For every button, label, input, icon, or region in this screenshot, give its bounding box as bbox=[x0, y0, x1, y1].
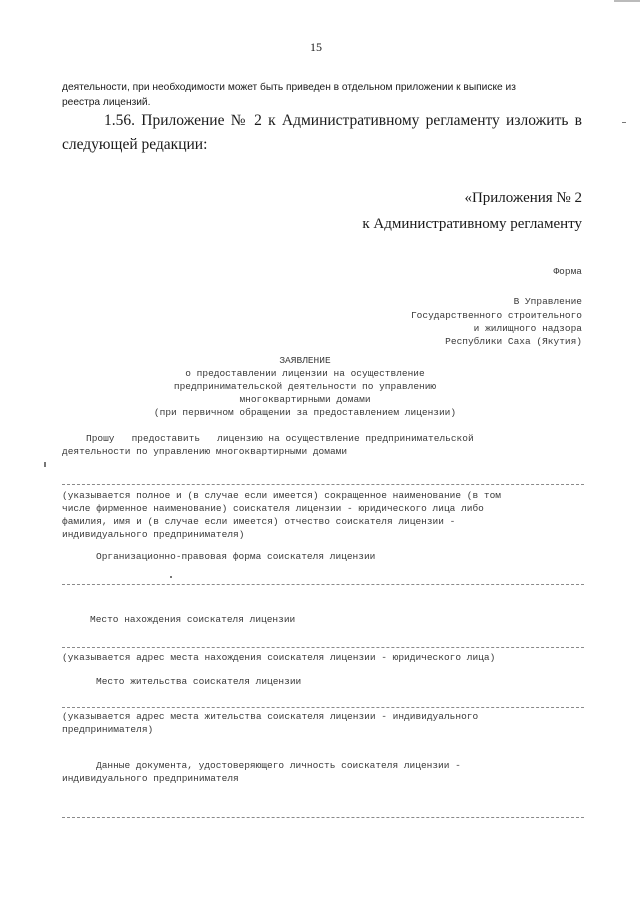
location-label: Место нахождения соискателя лицензии bbox=[90, 614, 296, 625]
scan-edge-mark bbox=[614, 0, 640, 2]
scan-edge-mark bbox=[44, 462, 46, 467]
id-document-line-2: индивидуального предпринимателя bbox=[62, 773, 239, 784]
applicant-name-note-1: (указывается полное и (в случае если имеется) сокращенное наименование (в том bbox=[62, 490, 501, 501]
residence-note-2: предпринимателя) bbox=[62, 724, 154, 735]
legal-form-label: Организационно-правовая форма соискателя лицензии bbox=[96, 551, 376, 562]
appendix-heading-line-1: «Приложения № 2 bbox=[464, 190, 582, 206]
residence-note-1: (указывается адрес места жительства соискателя лицензии - индивидуального bbox=[62, 711, 479, 722]
location-note: (указывается адрес места нахождения соискателя лицензии - юридического лица) bbox=[62, 652, 496, 663]
request-line-1: Прошу предоставить лицензию на осуществление предпринимательской bbox=[86, 433, 474, 444]
page-number: 15 bbox=[310, 40, 322, 54]
applicant-name-blank-line bbox=[62, 484, 584, 485]
statement-subtitle-4: (при первичном обращении за предоставлением лицензии) bbox=[153, 407, 457, 418]
addressee-line-1: В Управление bbox=[513, 296, 582, 307]
addressee-line-4: Республики Саха (Якутия) bbox=[445, 336, 582, 347]
request-line-2: деятельности по управлению многоквартирными домами bbox=[62, 446, 348, 457]
applicant-name-note-2: числе фирменное наименование) соискателя лицензии - юридического лица либо bbox=[62, 503, 484, 514]
intro-line-2: реестра лицензий. bbox=[62, 97, 151, 108]
applicant-name-note-4: индивидуального предпринимателя) bbox=[62, 529, 245, 540]
amendment-line-2: следующей редакции: bbox=[62, 136, 208, 153]
statement-title: ЗАЯВЛЕНИЕ bbox=[279, 355, 331, 366]
statement-subtitle-3: многоквартирными домами bbox=[239, 394, 371, 405]
id-document-blank-line bbox=[62, 817, 584, 818]
statement-subtitle-1: о предоставлении лицензии на осуществление bbox=[185, 368, 425, 379]
residence-label: Место жительства соискателя лицензии bbox=[96, 676, 302, 687]
appendix-heading-line-2: к Административному регламенту bbox=[362, 216, 582, 232]
addressee-line-2: Государственного строительного bbox=[410, 310, 582, 321]
addressee-line-3: и жилищного надзора bbox=[473, 323, 582, 334]
location-blank-line bbox=[62, 647, 584, 648]
form-label: Форма bbox=[553, 266, 582, 277]
statement-subtitle-2: предпринимательской деятельности по управлению bbox=[173, 381, 437, 392]
residence-blank-line bbox=[62, 707, 584, 708]
id-document-line-1: Данные документа, удостоверяющего личность соискателя лицензии - bbox=[96, 760, 461, 771]
applicant-name-note-3: фамилия, имя и (в случае если имеется) отчество соискателя лицензии - bbox=[62, 516, 456, 527]
amendment-line-1: 1.56. Приложение № 2 к Административному регламенту изложить в bbox=[104, 112, 582, 129]
intro-line-1: деятельности, при необходимости может быть приведен в отдельном приложении к выписке из bbox=[62, 82, 516, 93]
scan-edge-mark bbox=[622, 122, 626, 123]
scan-speck bbox=[170, 576, 172, 578]
legal-form-blank-line bbox=[62, 584, 584, 585]
